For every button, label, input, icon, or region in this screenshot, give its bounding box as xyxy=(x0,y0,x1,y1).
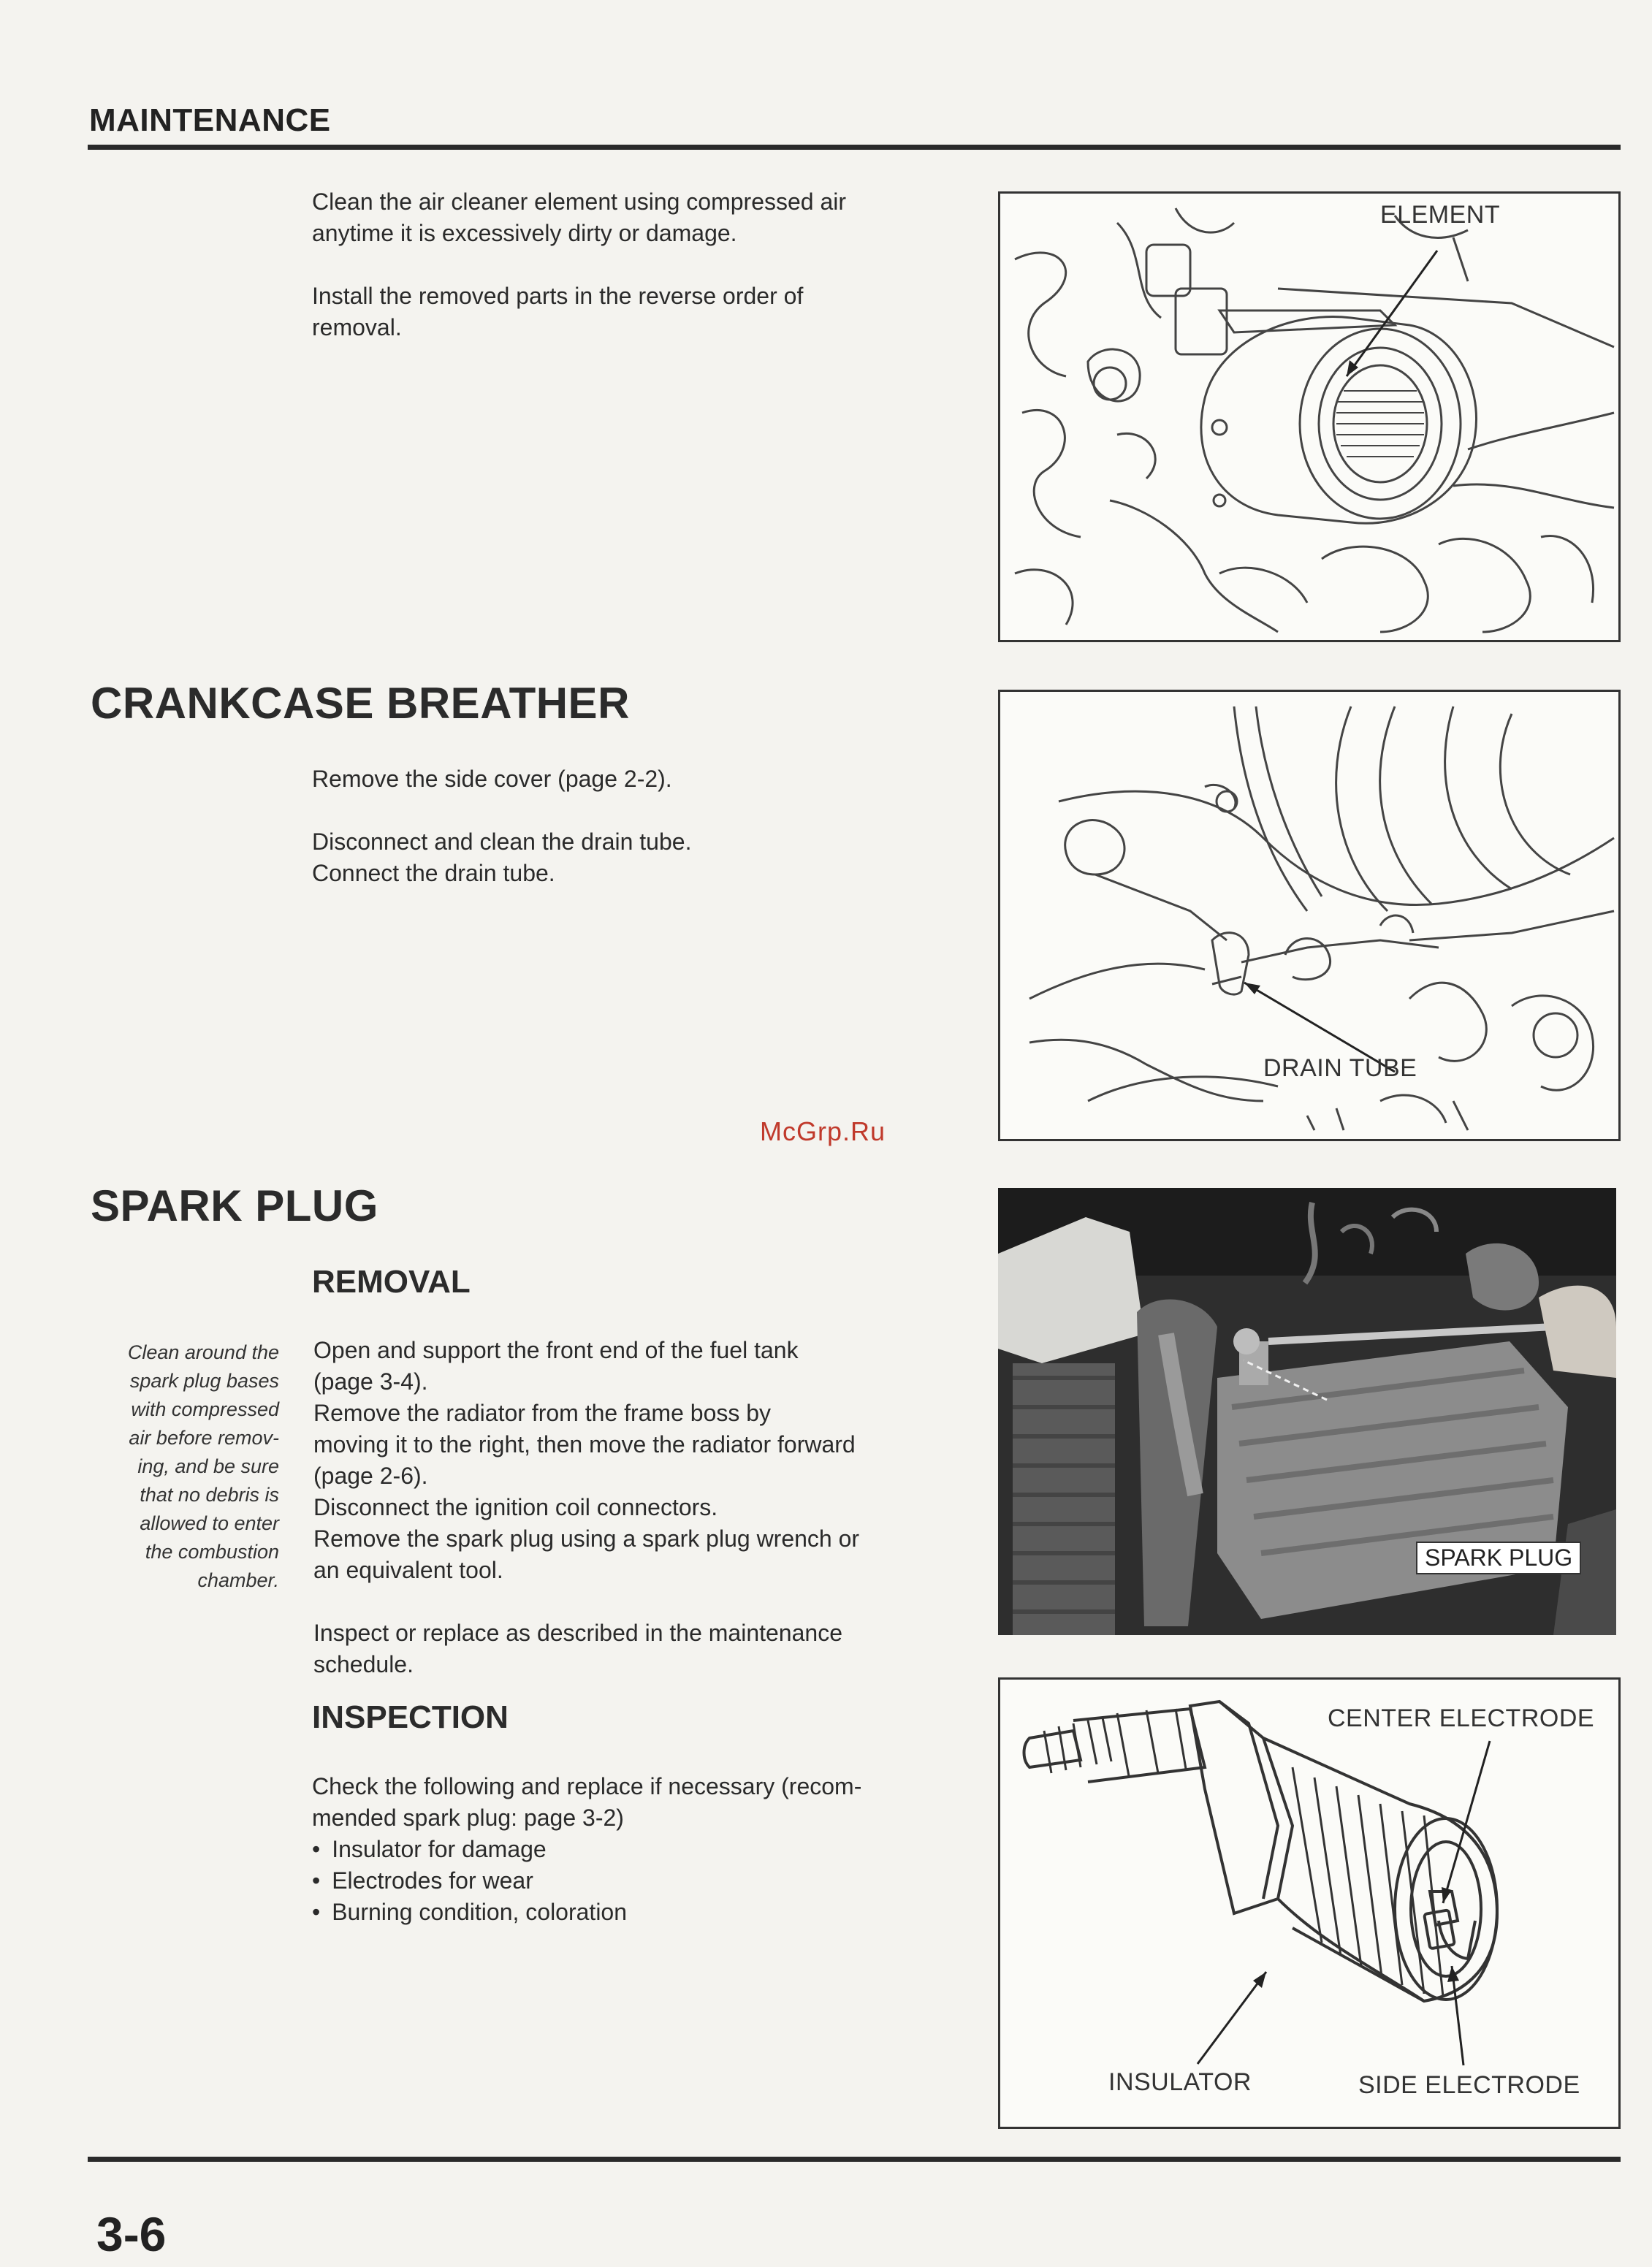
drain-tube-arrowhead xyxy=(1244,983,1260,994)
inspection-subtitle: INSPECTION xyxy=(312,1699,509,1735)
page-number: 3-6 xyxy=(96,2207,167,2261)
removal-text xyxy=(313,1335,965,1712)
note-line: Clean around the xyxy=(127,1341,279,1363)
text-line: Install the removed parts in the reverse order of xyxy=(312,283,804,309)
text-line: Disconnect and clean the drain tube. xyxy=(312,828,692,855)
text-line: Remove the radiator from the frame boss by xyxy=(313,1400,772,1426)
header-rule xyxy=(88,145,1621,150)
side-electrode-label: SIDE ELECTRODE xyxy=(1358,2071,1580,2099)
note-line: chamber. xyxy=(197,1569,279,1591)
spark-plug-diagram-figure xyxy=(998,1677,1621,2129)
drain-tube-label: DRAIN TUBE xyxy=(1263,1054,1417,1082)
text-line: Connect the drain tube. xyxy=(312,860,555,886)
footer-rule xyxy=(88,2157,1621,2162)
page-header-title: MAINTENANCE xyxy=(89,102,331,138)
element-label: ELEMENT xyxy=(1380,201,1501,229)
text-line: Disconnect the ignition coil connectors. xyxy=(313,1494,718,1520)
text-line: removal. xyxy=(312,314,402,340)
text-line: (page 2-6). xyxy=(313,1463,428,1489)
bullet-item: • Electrodes for wear xyxy=(312,1865,964,1897)
text-line: Clean the air cleaner element using compressed air xyxy=(312,188,847,215)
text-line: moving it to the right, then move the radiator forward xyxy=(313,1431,856,1458)
note-line: spark plug bases xyxy=(129,1370,279,1392)
note-line: allowed to enter xyxy=(140,1512,279,1534)
note-line: ing, and be sure xyxy=(137,1455,279,1477)
bullet-item: • Insulator for damage xyxy=(312,1834,964,1865)
spark-plug-diagram xyxy=(1000,1680,1618,2127)
note-line: air before remov- xyxy=(129,1427,279,1449)
spark-plug-label: SPARK PLUG xyxy=(1416,1542,1581,1574)
air-cleaner-illustration xyxy=(1000,194,1618,640)
removal-side-note xyxy=(86,1338,279,1595)
text-line: an equivalent tool. xyxy=(313,1557,503,1583)
text-line: Inspect or replace as described in the maintenance xyxy=(313,1620,842,1646)
element-leader-line xyxy=(1347,251,1437,376)
spark-plug-title: SPARK PLUG xyxy=(91,1181,378,1230)
text-line: Remove the side cover (page 2-2). xyxy=(312,766,672,792)
inspection-bullet-list xyxy=(312,1834,964,1928)
text-line: mended spark plug: page 3-2) xyxy=(312,1805,624,1831)
air-cleaner-text xyxy=(312,186,964,375)
drain-tube-figure xyxy=(998,690,1621,1141)
note-line: with compressed xyxy=(131,1398,279,1420)
text-line: Remove the spark plug using a spark plug wrench or xyxy=(313,1525,860,1552)
center-electrode-leader-line xyxy=(1443,1741,1490,1903)
removal-subtitle: REMOVAL xyxy=(312,1264,471,1300)
insulator-leader-line xyxy=(1198,1972,1266,2064)
center-electrode-arrowhead xyxy=(1442,1887,1452,1903)
text-line: Check the following and replace if necessary (recom- xyxy=(312,1773,862,1799)
spark-plug-photo xyxy=(998,1188,1616,1635)
center-electrode-label: CENTER ELECTRODE xyxy=(1328,1704,1595,1732)
note-line: the combustion xyxy=(145,1541,279,1563)
text-line: Open and support the front end of the fuel tank xyxy=(313,1337,799,1363)
crankcase-breather-title: CRANKCASE BREATHER xyxy=(91,679,630,728)
inspection-text xyxy=(312,1771,964,1928)
crankcase-text xyxy=(312,763,964,921)
text-line: anytime it is excessively dirty or damage. xyxy=(312,220,737,246)
text-line: schedule. xyxy=(313,1651,414,1677)
note-line: that no debris is xyxy=(140,1484,279,1506)
watermark-text: McGrp.Ru xyxy=(760,1116,886,1146)
air-cleaner-element-figure xyxy=(998,191,1621,642)
text-line: (page 3-4). xyxy=(313,1368,428,1395)
bullet-item: • Burning condition, coloration xyxy=(312,1897,964,1928)
insulator-label: INSULATOR xyxy=(1108,2068,1252,2096)
